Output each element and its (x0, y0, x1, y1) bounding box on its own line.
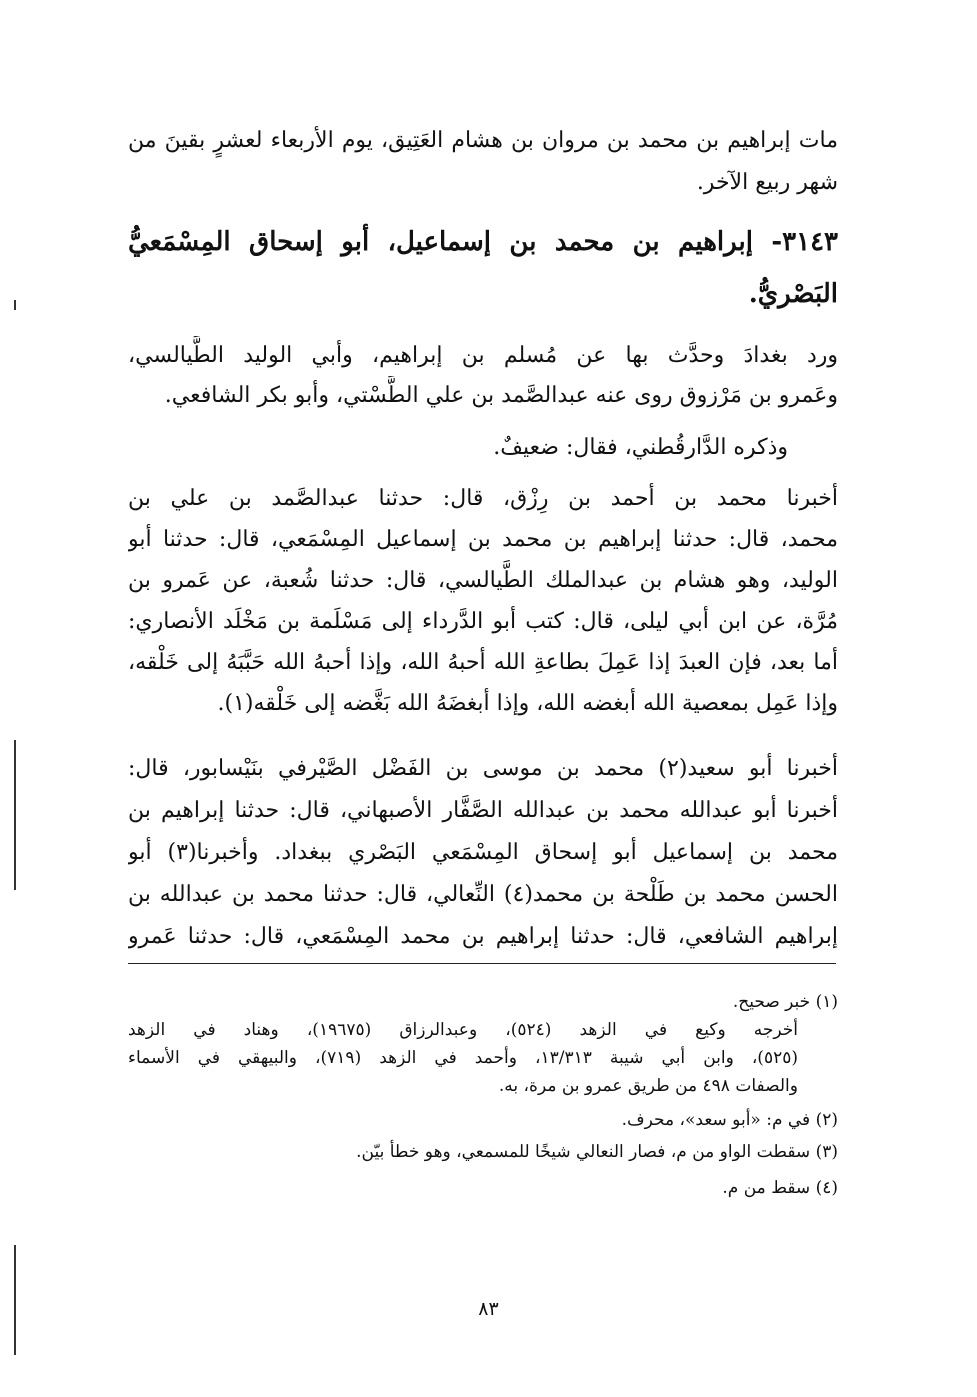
page-number: ٨٣ (478, 1298, 499, 1320)
footnotes (128, 988, 838, 1202)
paragraph-line: إبراهيم الشافعي، قال: حدثنا إبراهيم بن محمد المِسْمَعي، قال: حدثنا عَمرو (128, 924, 838, 949)
footnote-2 (128, 1106, 838, 1134)
paragraph-line: ورد بغدادَ وحدَّث بها عن مُسلم بن إبراهيم، وأبي الوليد الطَّيالسي، (128, 343, 838, 368)
paragraph-line: محمد، قال: حدثنا إبراهيم بن محمد بن إسماعيل المِسْمَعي، قال: حدثنا أبو (128, 527, 838, 552)
footnote-4 (128, 1174, 838, 1202)
intro-line: مات إبراهيم بن محمد بن مروان بن هشام العَتِيق، يوم الأربعاء لعشرٍ بقينَ من (128, 128, 838, 153)
footnote-1 (128, 988, 838, 1100)
footnote-line: والصفات ٤٩٨ من طريق عمرو بن مرة، به. (498, 1076, 798, 1096)
scan-edge-mark (14, 300, 16, 310)
paragraph-line: الوليد، وهو هشام بن عبدالملك الطَّيالسي، قال: حدثنا شُعبة، عن عَمرو بن (128, 568, 838, 593)
footnote-line: أخرجه وكيع في الزهد (٥٢٤)، وعبدالرزاق (١٩٦٧٥)، وهناد في الزهد (128, 1020, 798, 1040)
paragraph-line: محمد بن إسماعيل أبو إسحاق المِسْمَعي البَصْري ببغداد. وأخبرنا(٣) أبو (128, 840, 838, 865)
paragraph-line: أخبرنا محمد بن أحمد بن رِزْق، قال: حدثنا عبدالصَّمد بن علي بن (128, 486, 838, 511)
paragraph-line: مُرَّة، عن ابن أبي ليلى، قال: كتب أبو الدَّرداء إلى مَسْلَمة بن مَخْلَد الأنصاري: (128, 609, 838, 634)
intro-text (128, 120, 838, 204)
footnote-line: (٤) سقط من م. (722, 1178, 838, 1198)
paragraph-line: أما بعد، فإن العبدَ إذا عَمِلَ بطاعةِ الله أحبهُ الله، وإذا أحبهُ الله حَبَّبَهُ إلى خَلْقه، (128, 650, 838, 675)
entry-heading-line: البَصْريُّ. (748, 279, 838, 309)
entry-heading (128, 216, 838, 320)
paragraph-2 (128, 428, 838, 468)
entry-heading-line: ٣١٤٣- إبراهيم بن محمد بن إسماعيل، أبو إسحاق المِسْمَعيُّ (128, 227, 838, 257)
footnote-line: (٥٢٥)، وابن أبي شيبة ١٣/٣١٣، وأحمد في الزهد (٧١٩)، والبيهقي في الأسماء (128, 1048, 798, 1068)
paragraph-line: وذكره الدَّارقُطني، فقال: ضعيفٌ. (493, 435, 788, 460)
paragraph-line: أخبرنا أبو سعيد(٢) محمد بن موسى بن الفَضْل الصَّيْرفي بنَيْسابور، قال: (128, 756, 838, 781)
paragraph-line: أخبرنا أبو عبدالله محمد بن عبدالله الصَّفَّار الأصبهاني، قال: حدثنا إبراهيم بن (128, 798, 838, 823)
footnote-3 (128, 1138, 838, 1166)
intro-line: شهر ربيع الآخر. (696, 170, 838, 195)
footnote-line: (١) خبر صحيح. (732, 992, 838, 1012)
footnote-separator (128, 963, 836, 964)
paragraph-line: وإذا عَمِل بمعصية الله أبغضه الله، وإذا أبغضَهُ الله بَغَّضه إلى خَلْقه(١). (217, 691, 838, 716)
paragraph-4 (128, 748, 838, 958)
paragraph-1 (128, 336, 838, 416)
footnote-line: (٢) في م: «أبو سعد»، محرف. (621, 1110, 838, 1130)
paragraph-line: وعَمرو بن مَرْزوق روى عنه عبدالصَّمد بن علي الطَّسْتي، وأبو بكر الشافعي. (164, 383, 838, 408)
paragraph-line: الحسن محمد بن طَلْحة بن محمد(٤) النِّعالي، قال: حدثنا محمد بن عبدالله بن (128, 882, 838, 907)
scan-edge-mark (14, 740, 16, 890)
paragraph-3 (128, 478, 838, 724)
footnote-line: (٣) سقطت الواو من م، فصار النعالي شيخًا للمسمعي، وهو خطأ بيّن. (356, 1142, 838, 1162)
